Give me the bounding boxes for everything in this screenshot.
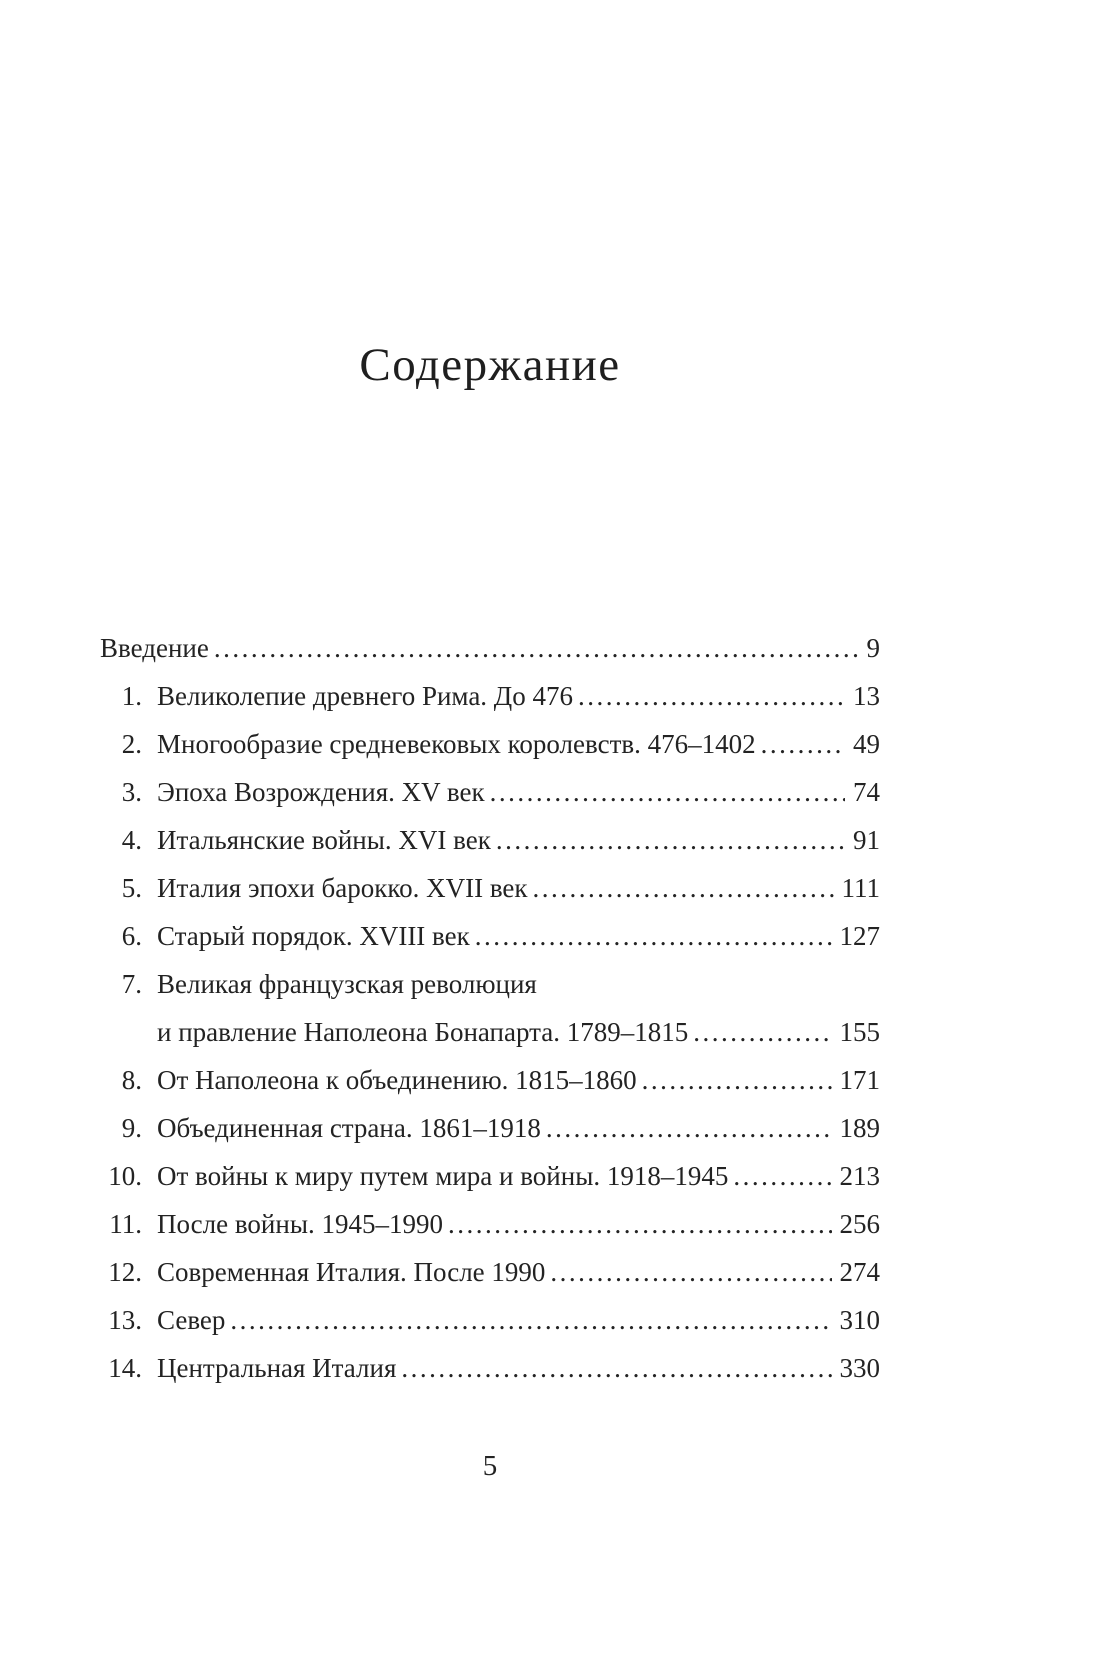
toc-entry-title: Север [157, 1305, 226, 1335]
toc-entry-number: 1. [121, 681, 142, 711]
dot-leader [733, 1152, 831, 1200]
folio-page-number: 5 [482, 1450, 498, 1482]
toc-entry-title: Введение [100, 633, 209, 663]
dot-leader [496, 816, 845, 864]
toc-entry-number: 7. [121, 969, 142, 999]
toc-entry-title: Объединенная страна. 1861–1918 [157, 1113, 541, 1143]
dot-leader [214, 624, 859, 672]
toc-entry-number: 5. [121, 873, 142, 903]
table-of-contents [100, 624, 880, 1392]
dot-leader [448, 1200, 832, 1248]
toc-entry-title: Италия эпохи барокко. XVII век [157, 873, 528, 903]
toc-entry-title: Эпоха Возрождения. XV век [157, 777, 485, 807]
toc-entry-number: 12. [108, 1257, 142, 1287]
toc-entry-multiline [157, 960, 880, 1056]
toc-entry-page: 189 [839, 1113, 880, 1143]
toc-entry-page: 13 [853, 681, 880, 711]
toc-entry-page: 111 [841, 873, 880, 903]
toc-entry-page: 256 [839, 1209, 880, 1239]
toc-entry-page: 9 [866, 633, 880, 663]
dot-leader [578, 672, 845, 720]
dot-leader [533, 864, 834, 912]
toc-entry-page: 91 [853, 825, 880, 855]
page-content [100, 0, 880, 1483]
toc-entry-title: Центральная Италия [157, 1353, 397, 1383]
toc-entry-title: От Наполеона к объединению. 1815–1860 [157, 1065, 637, 1095]
toc-entry-title: После войны. 1945–1990 [157, 1209, 443, 1239]
toc-entry [100, 672, 880, 720]
toc-entry-number: 9. [121, 1113, 142, 1143]
toc-entry [100, 1200, 880, 1248]
toc-entry-page: 213 [839, 1161, 880, 1191]
dot-leader [546, 1104, 832, 1152]
toc-entry [100, 1248, 880, 1296]
dot-leader [550, 1248, 831, 1296]
toc-entry-number: 14. [108, 1353, 142, 1383]
toc-entry-page: 74 [853, 777, 880, 807]
dot-leader [230, 1296, 831, 1344]
toc-entry-number: 8. [121, 1065, 142, 1095]
dot-leader [401, 1344, 831, 1392]
toc-entry-number: 10. [108, 1161, 142, 1191]
dot-leader [642, 1056, 832, 1104]
dot-leader [490, 768, 845, 816]
toc-entry-title-line2: и правление Наполеона Бонапарта. 1789–1815 [157, 1017, 689, 1047]
toc-entry-page: 155 [839, 1017, 880, 1047]
toc-entry-number: 11. [109, 1209, 142, 1239]
toc-entry-title: Современная Италия. После 1990 [157, 1257, 546, 1287]
toc-entry-page: 274 [839, 1257, 880, 1287]
toc-entry [100, 960, 880, 1056]
toc-entry-page: 171 [839, 1065, 880, 1095]
toc-entry [100, 1344, 880, 1392]
toc-entry-title: Многообразие средневековых королевств. 476–1402 [157, 729, 756, 759]
toc-entry-page: 127 [839, 921, 880, 951]
toc-entry-number: 13. [108, 1305, 142, 1335]
toc-entry-number: 4. [121, 825, 142, 855]
toc-entry [100, 816, 880, 864]
toc-entry [100, 864, 880, 912]
toc-entry-title: От войны к миру путем мира и войны. 1918–1945 [157, 1161, 729, 1191]
toc-entry-number: 6. [121, 921, 142, 951]
toc-entry [100, 768, 880, 816]
dot-leader [475, 912, 832, 960]
toc-entry-title: Старый порядок. XVIII век [157, 921, 470, 951]
toc-entry [100, 624, 880, 672]
page-title: Содержание [359, 339, 621, 391]
toc-entry [100, 1056, 880, 1104]
toc-entry [100, 1296, 880, 1344]
toc-entry [100, 1152, 880, 1200]
toc-entry [100, 720, 880, 768]
toc-entry-title-line2-row [157, 1008, 880, 1056]
toc-entry-title: Итальянские войны. XVI век [157, 825, 491, 855]
toc-entry-number: 3. [121, 777, 142, 807]
toc-entry-page: 310 [839, 1305, 880, 1335]
toc-entry-number: 2. [121, 729, 142, 759]
dot-leader [693, 1008, 831, 1056]
toc-entry [100, 912, 880, 960]
dot-leader [761, 720, 845, 768]
toc-entry-title: Великолепие древнего Рима. До 476 [157, 681, 573, 711]
toc-entry-title: Великая французская революция [157, 969, 537, 999]
toc-entry-page: 330 [839, 1353, 880, 1383]
toc-entry-page: 49 [853, 729, 880, 759]
toc-entry [100, 1104, 880, 1152]
